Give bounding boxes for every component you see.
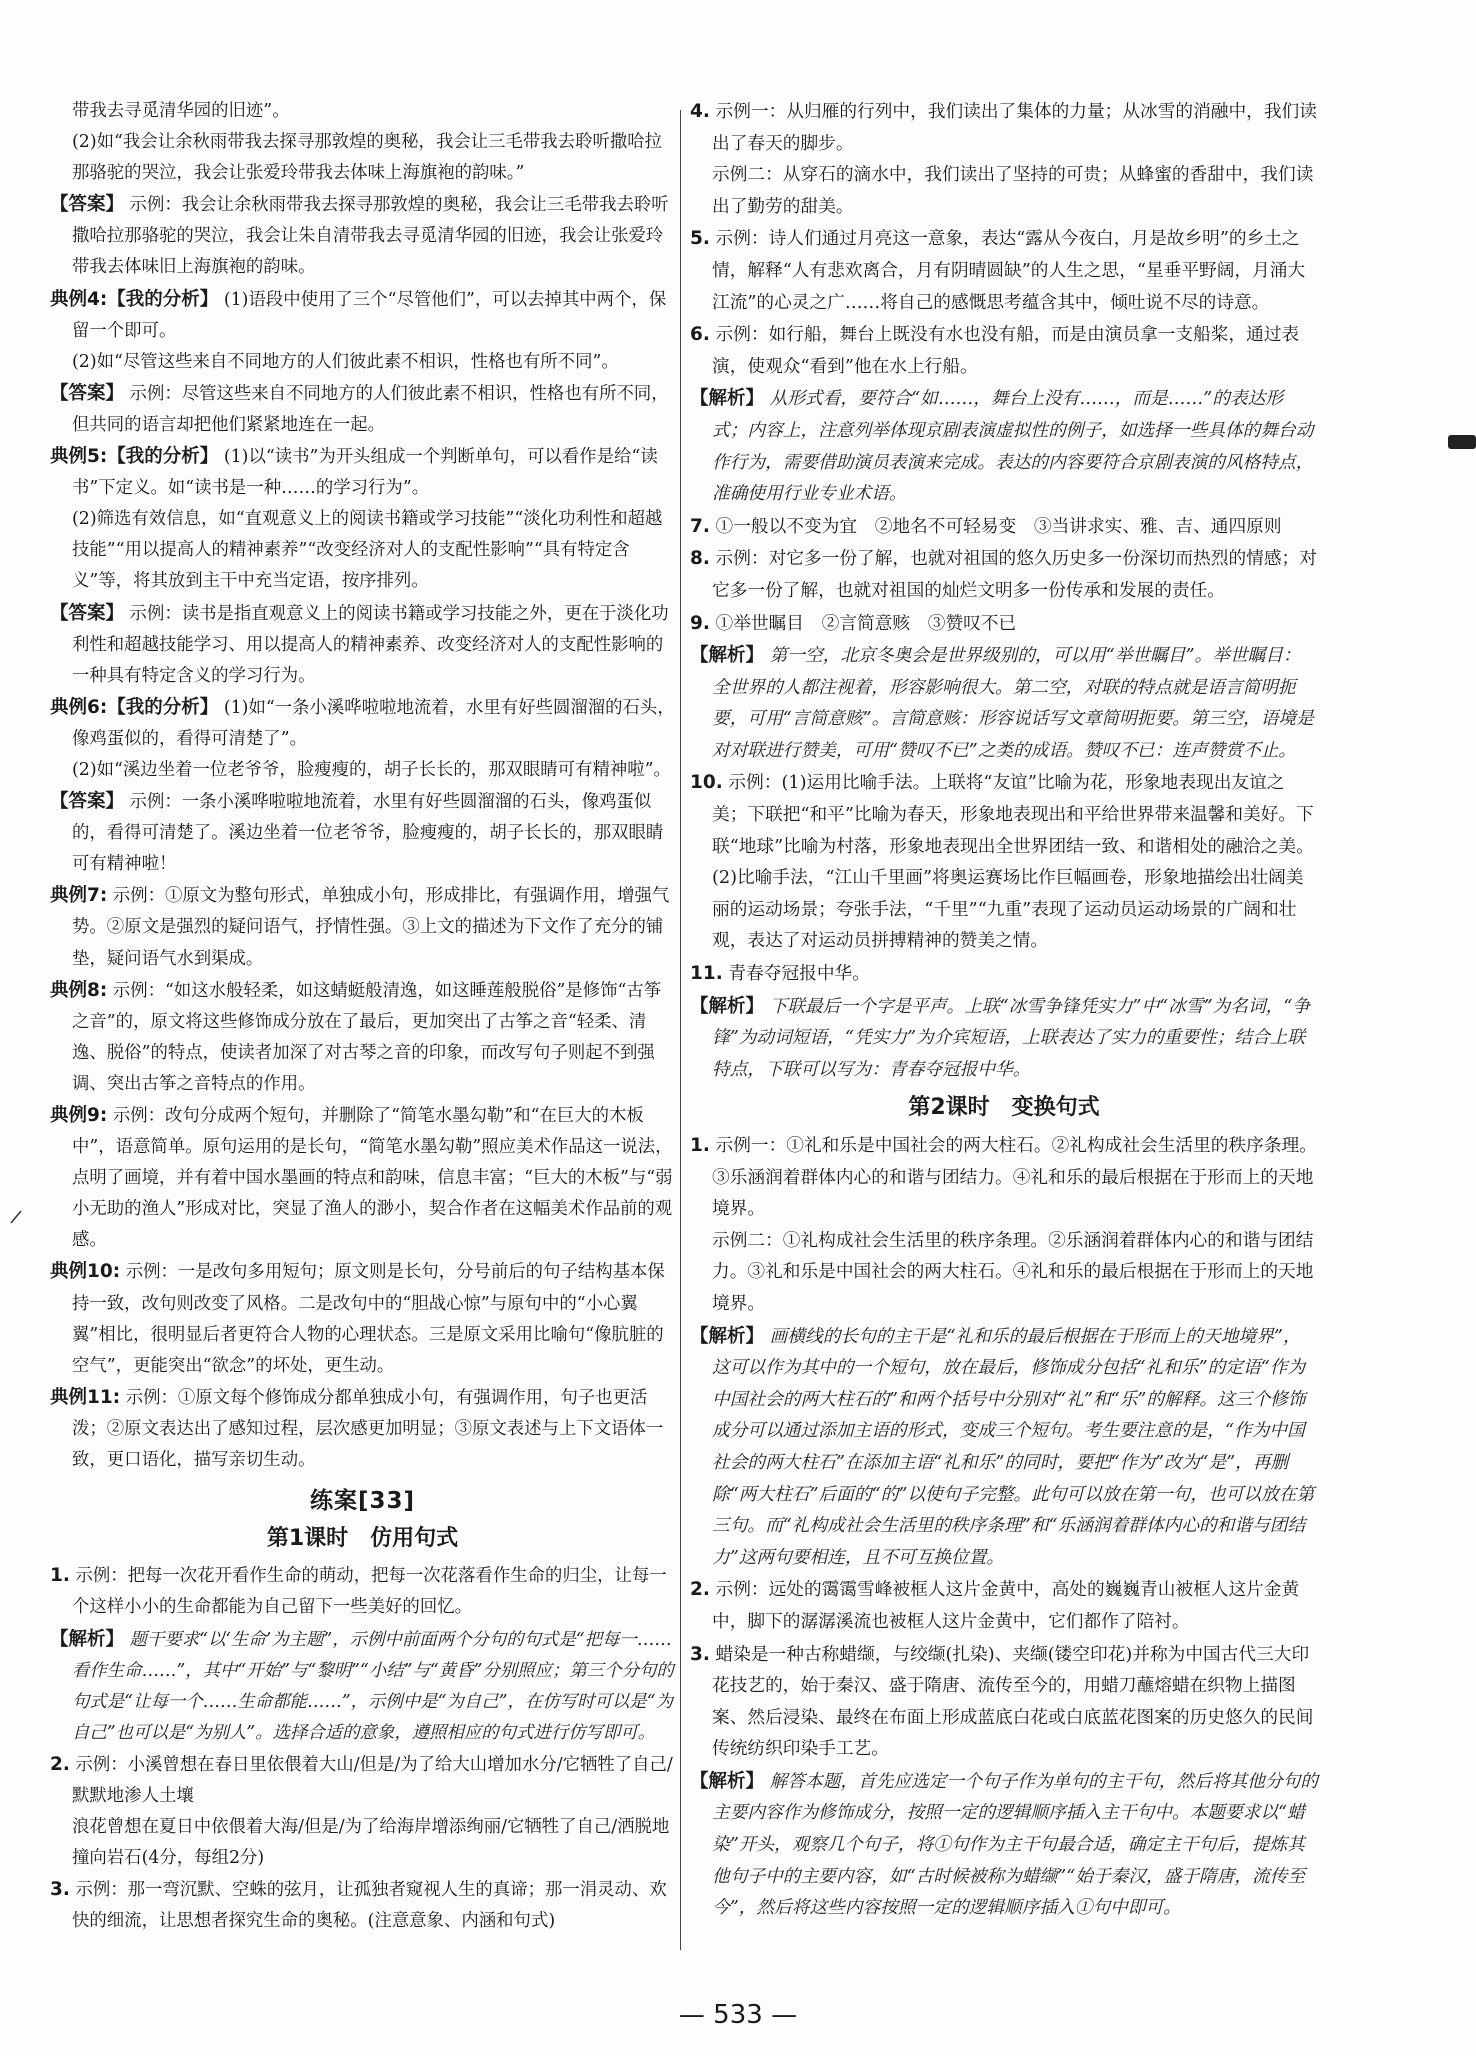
block-label: 【解析】	[50, 1628, 125, 1650]
block-label: 11.	[690, 963, 723, 985]
block-text: 青春夺冠报中华。	[728, 964, 870, 985]
numbered-item	[50, 1874, 675, 1937]
answer-block	[50, 786, 675, 880]
block-text: 示例：小溪曾想在春日里依偎着大山/但是/为了给大山增加水分/它牺牲了自己/默默地渗人土壤	[72, 1754, 673, 1806]
block-label: 4.	[690, 101, 710, 122]
numbered-item	[690, 319, 1318, 383]
block-text: 示例：(1)运用比喻手法。上联将“友谊”比喻为花，形象地表现出友谊之美；下联把“和平”比喻为春天，形象地表现出和平给世界带来温馨和美好。下联“地球”比喻为村落，形象地表现出全世界团结一致、和谐相处的融洽之美。	[712, 773, 1314, 857]
pen-mark-icon	[10, 1210, 22, 1224]
block-text: ①举世瞩目 ②言简意赅 ③赞叹不已	[715, 613, 1017, 634]
block-label: 典例9:	[50, 1105, 108, 1126]
block-text: 示例：改句分成两个短句，并删除了“简笔水墨勾勒”和“在巨大的木板中”，语意简单。原句运用的是长句，“简笔水墨勾勒”照应美术作品这一说法，点明了画境，并有着中国水墨画的特点和韵味，信息丰富；“巨大的木板”与“弱小无助的渔人”形成对比，突显了渔人的渺小，契合作者在这幅美术作品前的观感。	[72, 1106, 673, 1251]
block-label: 8.	[690, 548, 710, 570]
block-label: 3.	[690, 1643, 710, 1665]
numbered-item	[50, 1560, 675, 1623]
block-text: 示例：读书是指直观意义上的阅读书籍或学习技能之外，更在于淡化功利性和超越技能学习、用以提高人的精神素养、改变经济对人的支配性影响的一种具有特定含义的学习行为。	[72, 603, 669, 686]
block-text: 示例：一条小溪哗啦啦地流着，水里有好些圆溜溜的石头，像鸡蛋似的，看得可清楚了。溪边坐着一位老爷爷，脸瘦瘦的，胡子长长的，那双眼睛可有精神啦！	[72, 792, 664, 875]
block-text: 示例：远处的霭霭雪峰被框人这片金黄中，高处的巍巍青山被框人这片金黄中，脚下的潺潺溪流也被框人这片金黄中，它们都作了陪衬。	[712, 1580, 1300, 1632]
page-number: — 533 —	[678, 2000, 798, 2030]
paragraph: (2)如“溪边坐着一位老爷爷，脸瘦瘦的，胡子长长的，那双眼睛可有精神啦”。	[72, 759, 671, 780]
column-divider	[680, 110, 681, 1950]
numbered-item	[690, 511, 1318, 544]
block-label: 【解析】	[690, 1325, 765, 1347]
block-label: 【答案】	[50, 194, 125, 216]
block-text: 示例：尽管这些来自不同地方的人们彼此素不相识，性格也有所不同，但共同的语言却把他们紧紧地连在一起。	[72, 383, 669, 435]
example-block	[50, 441, 675, 504]
block-text: 解答本题，首先应选定一个句子作为单句的主干句，然后将其他分句的主要内容作为修饰成分，按照一定的逻辑顺序插入主干句中。本题要求以“蜡染”开头，观察几个句子，将①句作为主干句最合适，确定主干句后，提炼其他句子中的主要内容，如“古时候被称为蜡缬”“始于秦汉，盛于隋唐，流传至今”，然后将这些内容按照一定的逻辑顺序插入①句中即可。	[712, 1771, 1318, 1919]
block-text: 示例：把每一次花开看作生命的萌动，把每一次花落看作生命的归尘，让每一个这样小小的生命都能为自己留下一些美好的回忆。	[72, 1566, 667, 1618]
block-label: 【答案】	[50, 382, 125, 404]
paragraph: 示例二：从穿石的滴水中，我们读出了坚持的可贵；从蜂蜜的香甜中，我们读出了勤劳的甜美。	[712, 165, 1314, 217]
block-text: (1)如“一条小溪哗啦啦地流着，水里有好些圆溜溜的石头，像鸡蛋似的，看得可清楚了”。	[72, 697, 675, 749]
block-text: 示例：我会让余秋雨带我去探寻那敦煌的奥秘，我会让三毛带我去聆听撒哈拉那骆驼的哭泣，我会让朱自清带我去寻觅清华园的旧迹，我会让张爱玲带我去体味旧上海旗袍的韵味。	[72, 195, 669, 278]
block-text: 示例：如行船，舞台上既没有水也没有船，而是由演员拿一支船桨，通过表演，使观众“看到”他在水上行船。	[712, 325, 1300, 377]
block-text: 示例一：从归雁的行列中，我们读出了集体的力量；从冰雪的消融中，我们读出了春天的脚步。	[712, 102, 1317, 154]
block-label: 典例8:	[50, 979, 108, 1001]
lesson-heading: 第1课时 仿用句式	[266, 1526, 459, 1552]
block-label: 【答案】	[50, 791, 125, 813]
block-text: 题干要求“以‘生命’为主题”，示例中前面两个分句的句式是“把每一……看作生命……”，其中“开始”与“黎明”“小结”与“黄昏”分别照应；第三个分句的句式是“让每一个……生命都能……”，示例中是“为自己”，在仿写时可以是“为自己”也可以是“为别人”。选择合适的意象，遵照相应的句式进行仿写即可。	[72, 1629, 674, 1743]
block-label: 典例11:	[50, 1386, 121, 1408]
block-label: 7.	[690, 515, 710, 537]
left-column	[50, 96, 675, 1937]
block-label: 【解析】	[690, 995, 765, 1017]
paragraph: (2)比喻手法，“江山千里画”将奥运赛场比作巨幅画卷，形象地描绘出壮阔美丽的运动场景；夸张手法，“千里”“九重”表现了运动员运动场景的广阔和壮观，表达了对运动员拼搏精神的赞美之情。	[712, 868, 1304, 952]
example-block	[50, 1382, 675, 1476]
block-text: 画横线的长句的主干是“礼和乐的最后根据在于形而上的天地境界”，这可以作为其中的一个短句，放在最后，修饰成分包括“礼和乐”的定语“作为中国社会的两大柱石的”和两个括号中分别对“礼”和“乐”的解释。这三个修饰成分可以通过添加主语的形式，变成三个短句。考生要注意的是，“作为中国社会的两大柱石”在添加主语“礼和乐”的同时，要把“作为”改为“是”，再删除“两大柱石”后面的“的”以使句子完整。此句可以放在第一句，也可以放在第三句。而“礼构成社会生活里的秩序条理”和“乐涵润着群体内心的和谐与团结力”这两句要相连，且不可互换位置。	[712, 1326, 1315, 1568]
analysis-block	[690, 640, 1318, 767]
block-text: (1)语段中使用了三个“尽管他们”，可以去掉其中两个，保留一个即可。	[72, 289, 667, 341]
numbered-item	[690, 96, 1318, 160]
analysis-block	[690, 1766, 1318, 1925]
analysis-block	[690, 991, 1318, 1087]
paragraph: 浪花曾想在夏日中依偎着大海/但是/为了给海岸增添绚丽/它牺牲了自己/洒脱地撞向岩石(4分，每组2分)	[72, 1817, 670, 1869]
block-text: 从形式看，要符合“如……，舞台上没有……，而是……”的表达形式；内容上，注意列举体现京剧表演虚拟性的例子，如选择一些具体的舞台动作行为，需要借助演员表演来完成。表达的内容要符合京剧表演的风格特点，准确使用行业专业术语。	[712, 389, 1314, 505]
analysis-block	[690, 1321, 1318, 1575]
numbered-item	[690, 1130, 1318, 1226]
example-block	[50, 975, 675, 1100]
paragraph: 带我去寻觅清华园的旧迹”。	[72, 101, 290, 121]
block-text: 示例：对它多一份了解，也就对祖国的悠久历史多一份深切而热烈的情感；对它多一份了解，也就对祖国的灿烂文明多一份传承和发展的责任。	[712, 549, 1317, 601]
right-column	[690, 96, 1318, 1925]
block-label: 1.	[690, 1135, 710, 1156]
block-text: (1)以“读书”为开头组成一个判断单句，可以看作是给“读书”下定义。如“读书是一种……的学习行为”。	[72, 447, 658, 499]
block-text: 示例：那一弯沉默、空蛛的弦月，让孤独者窥视人生的真谛；那一涓灵动、欢快的细流，让思想者探究生命的奥秘。(注意意象、内涵和句式)	[72, 1880, 667, 1932]
block-label: 典例7:	[50, 885, 108, 907]
block-label: 典例6:【我的分析】	[50, 696, 219, 718]
numbered-item	[50, 1749, 675, 1812]
analysis-block	[690, 383, 1318, 510]
example-block	[50, 1100, 675, 1256]
block-text: 示例：“如这水般轻柔，如这蜻蜓般清逸，如这睡莲般脱俗”是修饰“古筝之音”的，原文将这些修饰成分放在了最后，更加突出了古筝之音“轻柔、清逸、脱俗”的特点，使读者加深了对古琴之音的印象，而改写句子则起不到强调、突出古筝之音特点的作用。	[72, 980, 662, 1094]
block-text: 蜡染是一种古称蜡缬，与绞缬(扎染)、夹缬(镂空印花)并称为中国古代三大印花技艺的，始于秦汉、盛于隋唐、流传至今的，用蜡刀蘸熔蜡在织物上描图案、然后浸染、最终在布面上形成蓝底白花或白底蓝花图案的历史悠久的民间传统纺织印染手工艺。	[712, 1644, 1314, 1760]
block-text: 示例：①原文为整句形式，单独成小句，形成排比，有强调作用，增强气势。②原文是强烈的疑问语气，抒情性强。③上文的描述为下文作了充分的铺垫，疑问语气水到渠成。	[72, 886, 670, 969]
block-label: 2.	[690, 1579, 710, 1601]
numbered-item	[690, 1639, 1318, 1766]
block-label: 5.	[690, 228, 710, 250]
analysis-block	[50, 1624, 675, 1749]
numbered-item	[690, 767, 1318, 863]
section-heading: 练案[33]	[309, 1488, 416, 1515]
answer-block	[50, 189, 675, 283]
block-text: 示例：一是改句多用短句；原文则是长句，分号前后的句子结构基本保持一致，改句则改变了风格。二是改句中的“胆战心惊”与原句中的“小心翼翼”相比，很明显后者更符合人物的心理状态。三是原文采用比喻句“像肮脏的空气”，更能突出“欲念”的坏处，更生动。	[72, 1262, 665, 1376]
numbered-item	[690, 608, 1318, 641]
numbered-item	[690, 1574, 1318, 1638]
block-label: 典例5:【我的分析】	[50, 446, 219, 468]
paragraph: 示例二：①礼构成社会生活里的秩序条理。②乐涵润着群体内心的和谐与团结力。③礼和乐是中国社会的两大柱石。④礼和乐的最后根据在于形而上的天地境界。	[712, 1230, 1314, 1314]
numbered-item	[690, 223, 1318, 319]
block-label: 【解析】	[690, 1770, 765, 1792]
block-label: 1.	[50, 1565, 70, 1587]
block-text: 下联最后一个字是平声。上联“冰雪争锋凭实力”中“冰雪”为名词，“争锋”为动词短语，“凭实力”为介宾短语，上联表达了实力的重要性；结合上联特点，下联可以写为：青春夺冠报中华。	[712, 996, 1311, 1080]
block-label: 典例10:	[50, 1261, 121, 1283]
block-label: 3.	[50, 1879, 70, 1901]
paragraph: (2)筛选有效信息，如“直观意义上的阅读书籍或学习技能”“淡化功利性和超越技能”“用以提高人的精神素养”“改变经济对人的支配性影响”“具有特定含义”等，将其放到主干中充当定语，按序排列。	[72, 509, 663, 592]
example-block	[50, 880, 675, 974]
block-label: 6.	[690, 324, 710, 346]
numbered-item	[690, 543, 1318, 607]
example-block	[50, 284, 675, 347]
block-text: 示例一：①礼和乐是中国社会的两大柱石。②礼构成社会生活里的秩序条理。③乐涵润着群体内心的和谐与团结力。④礼和乐的最后根据在于形而上的天地境界。	[712, 1136, 1317, 1220]
block-label: 【解析】	[690, 388, 765, 410]
example-block	[50, 692, 675, 755]
paragraph: (2)如“尽管这些来自不同地方的人们彼此素不相识，性格也有所不同”。	[72, 351, 619, 372]
binding-mark	[1448, 435, 1476, 449]
block-label: 9.	[690, 612, 710, 634]
block-label: 【答案】	[50, 602, 125, 624]
paragraph: (2)如“我会让余秋雨带我去探寻那敦煌的奥秘，我会让三毛带我去聆听撒哈拉那骆驼的哭泣，我会让张爱玲带我去体味上海旗袍的韵味。”	[72, 132, 663, 184]
block-label: 10.	[690, 772, 723, 794]
example-block	[50, 1256, 675, 1381]
block-text: 第一空，北京冬奥会是世界级别的，可以用“举世瞩目”。举世瞩目：全世界的人都注视着，形容影响很大。第二空，对联的特点就是语言简明扼要，可用“言简意赅”。言简意赅：形容说话写文章简明扼要。第三空，语境是对对联进行赞美，可用“赞叹不已”之类的成语。赞叹不已：连声赞赏不止。	[712, 646, 1314, 761]
block-label: 【解析】	[690, 645, 765, 667]
block-label: 典例4:【我的分析】	[50, 288, 219, 310]
answer-block	[50, 598, 675, 692]
answer-block	[50, 378, 675, 441]
lesson-heading: 第2课时 变换句式	[908, 1095, 1100, 1121]
numbered-item	[690, 958, 1318, 991]
block-label: 2.	[50, 1753, 70, 1775]
block-text: 示例：诗人们通过月亮这一意象，表达“露从今夜白，月是故乡明”的乡土之情，解释“人有悲欢离合，月有阴晴圆缺”的人生之思，“星垂平野阔，月涌大江流”的心灵之广……将自己的感慨思考蕴含其中，倾吐说不尽的诗意。	[712, 229, 1306, 313]
block-text: 示例：①原文每个修饰成分都单独成小句，有强调作用，句子也更活泼；②原文表达出了感知过程，层次感更加明显；③原文表述与上下文语体一致，更口语化，描写亲切生动。	[72, 1387, 664, 1471]
block-text: ①一般以不变为宜 ②地名不可轻易变 ③当讲求实、雅、吉、通四原则	[715, 516, 1282, 537]
